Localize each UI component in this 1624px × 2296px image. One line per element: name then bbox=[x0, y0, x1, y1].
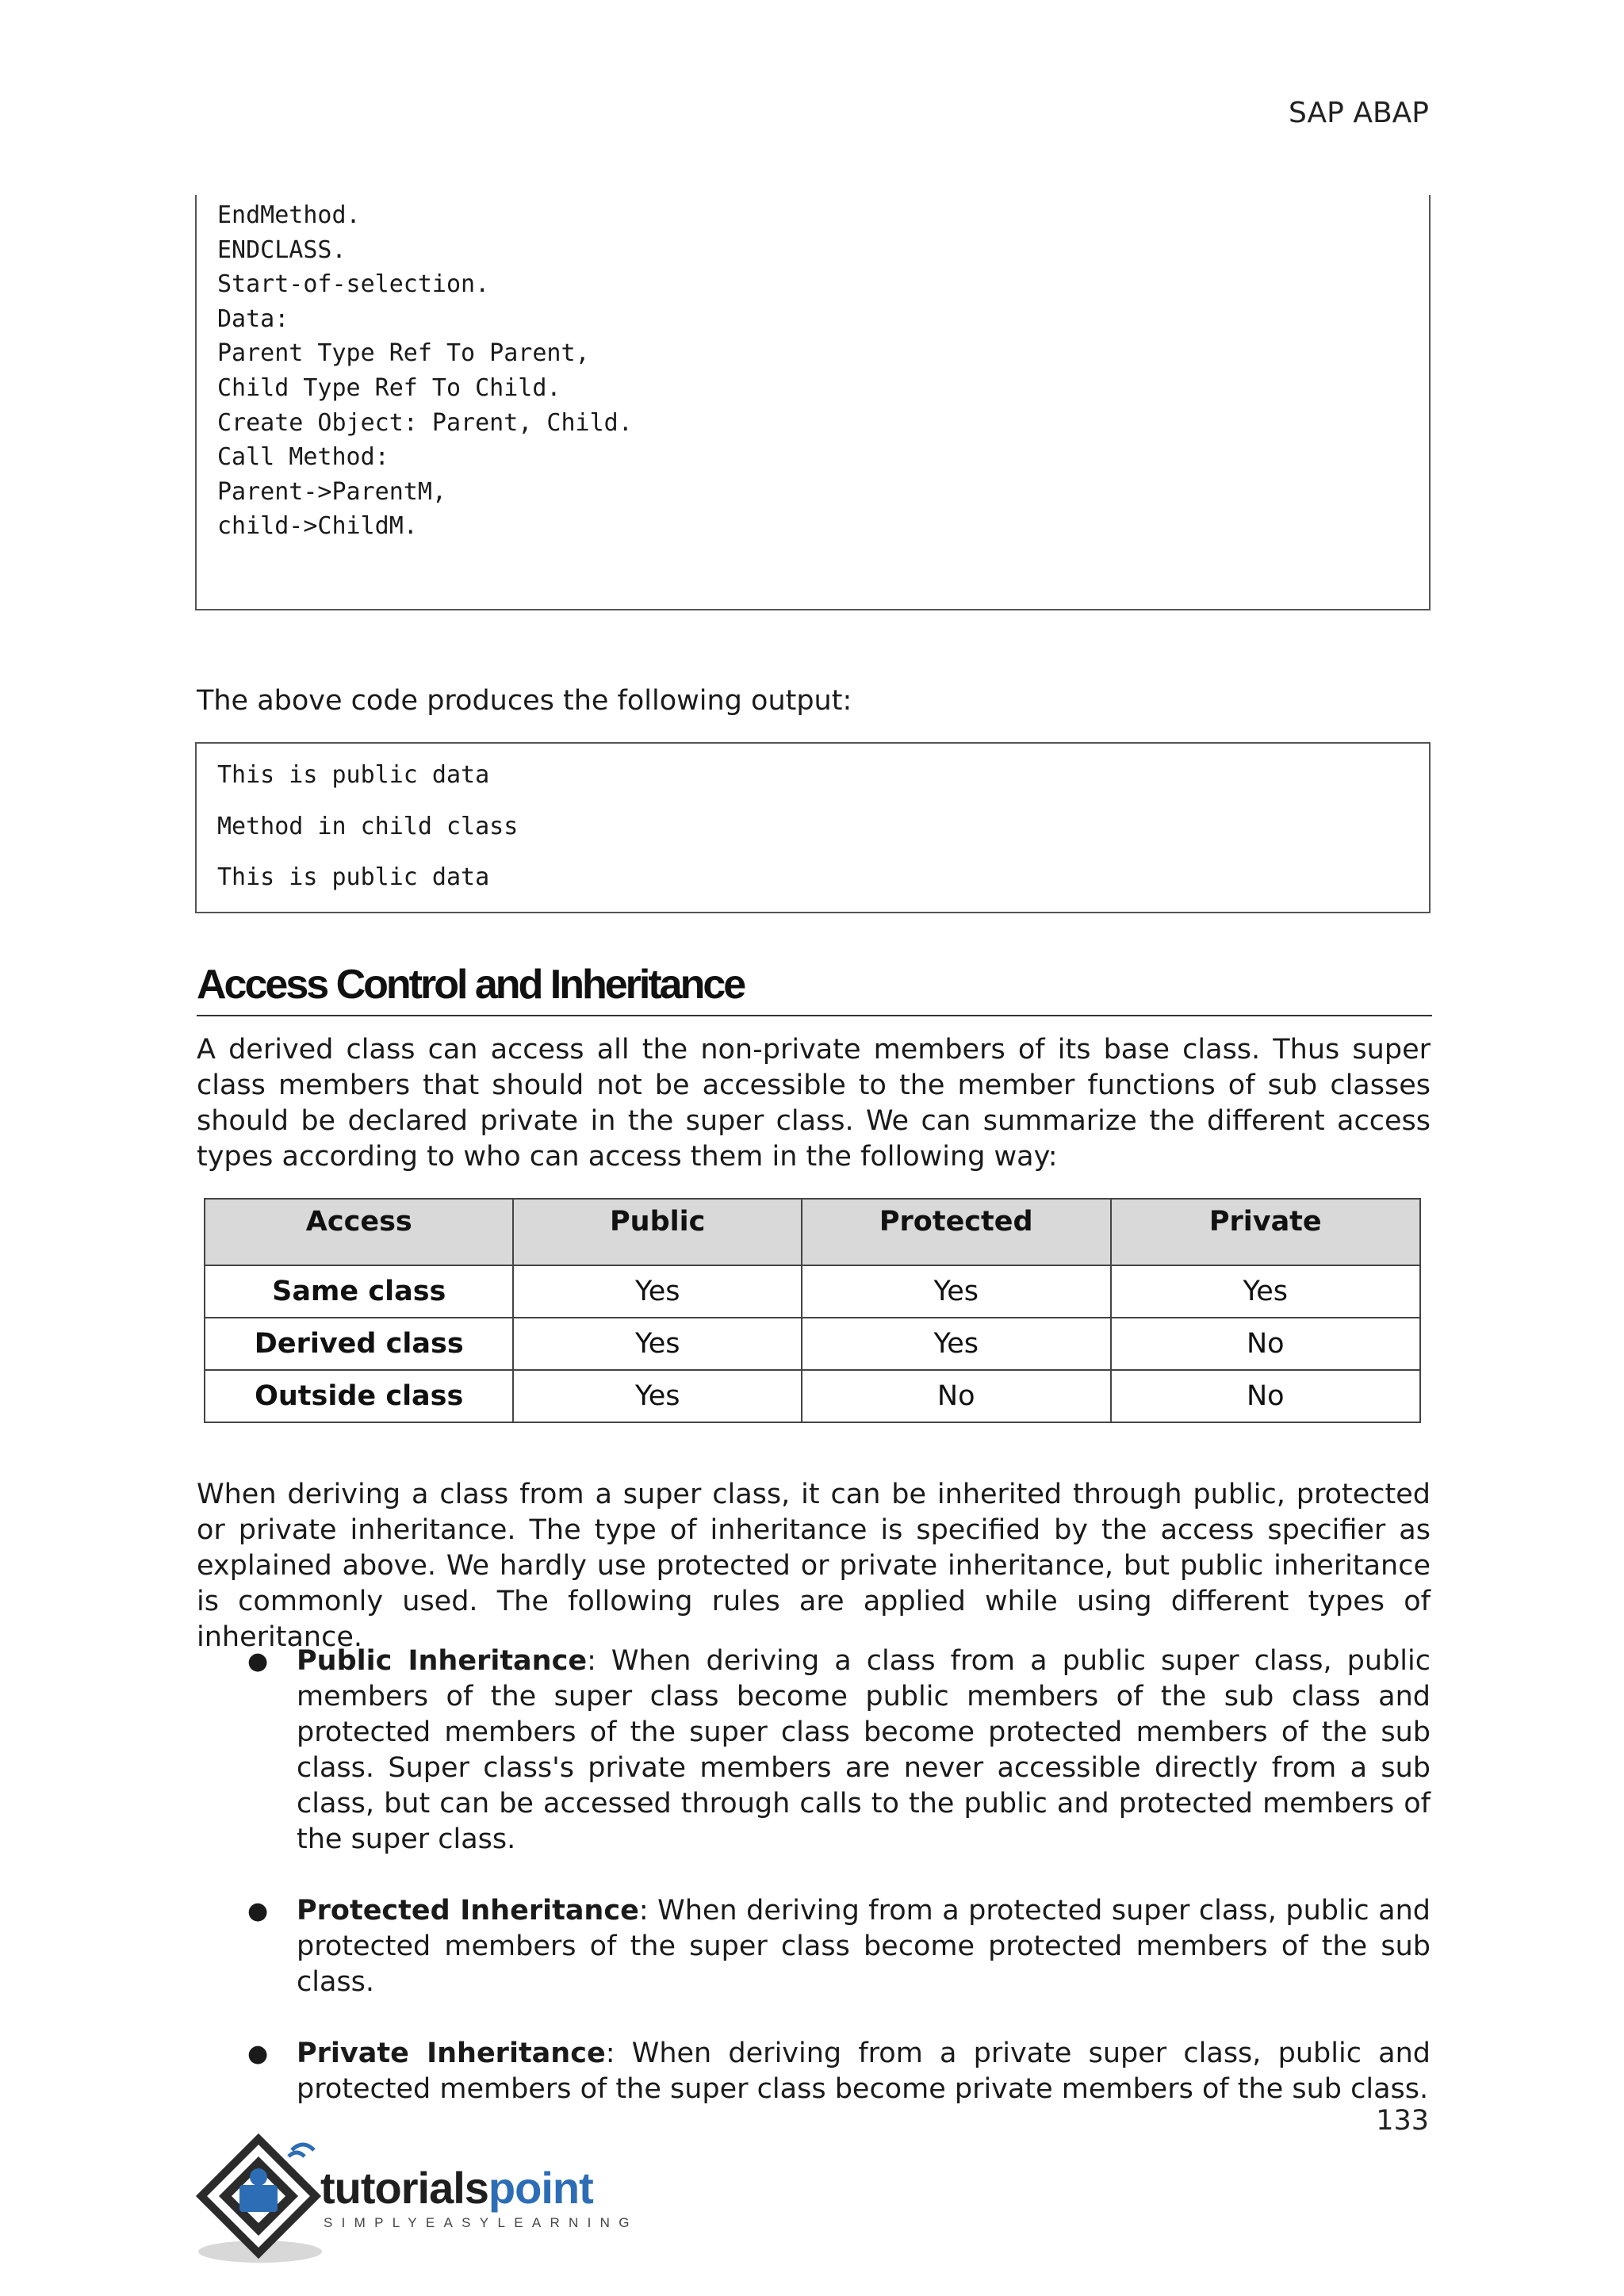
paragraph-access-intro: A derived class can access all the non-private members of its base class. Thus super class members that should not be accessible to the member functions of sub classes should be declared private in the super class. We can summarize the different access types according to who can access them in the following way: bbox=[197, 1034, 1431, 1173]
bullet-icon: ● bbox=[247, 2040, 269, 2068]
table-cell: Yes bbox=[802, 1265, 1111, 1318]
table-cell: No bbox=[1111, 1370, 1420, 1422]
output-line: This is public data bbox=[217, 761, 490, 789]
code-line: Call Method: bbox=[217, 443, 389, 472]
table-header-cell: Protected bbox=[802, 1199, 1111, 1265]
output-line: Method in child class bbox=[217, 812, 519, 840]
tutorialspoint-logo bbox=[195, 2133, 639, 2267]
bullet-icon: ● bbox=[247, 1647, 269, 1675]
page-header-title: SAP ABAP bbox=[1289, 97, 1429, 129]
list-item bbox=[197, 2036, 1431, 2107]
table-cell: No bbox=[802, 1370, 1111, 1422]
bullet-text: : When deriving from a protected super class, public and protected members of the super class become protected members of the sub class. bbox=[297, 1895, 1431, 1998]
table-cell: Yes bbox=[513, 1265, 801, 1318]
section-heading: Access Control and Inheritance bbox=[197, 958, 1432, 1016]
bullet-term: Private Inheritance bbox=[297, 2038, 606, 2069]
output-line: This is public data bbox=[217, 863, 490, 891]
output-intro-text: The above code produces the following output: bbox=[197, 685, 852, 717]
list-item bbox=[197, 1893, 1431, 2000]
code-line: Start-of-selection. bbox=[217, 270, 490, 299]
code-line: ENDCLASS. bbox=[217, 235, 347, 264]
table-header-cell: Public bbox=[513, 1199, 801, 1265]
code-line: Child Type Ref To Child. bbox=[217, 373, 561, 402]
list-item bbox=[197, 1644, 1431, 1858]
code-line: Parent Type Ref To Parent, bbox=[217, 339, 590, 368]
code-line: Create Object: Parent, Child. bbox=[217, 408, 633, 437]
access-table bbox=[204, 1198, 1421, 1423]
table-row bbox=[205, 1318, 1420, 1370]
logo-wordmark: tutorialspoint bbox=[320, 2163, 593, 2213]
code-line: Data: bbox=[217, 304, 289, 333]
table-cell: Yes bbox=[1111, 1265, 1420, 1318]
code-block bbox=[195, 195, 1431, 610]
code-line: EndMethod. bbox=[217, 201, 361, 229]
paragraph-inheritance: When deriving a class from a super class, it can be inherited through public, protected or private inheritance. The type of inheritance is specified by the access specifier as explained above. We hardly use protected or private inheritance, but public inheritance is commonly used. The following rules are applied while using different types of inheritance. bbox=[197, 1479, 1431, 1653]
table-row-label: Outside class bbox=[205, 1370, 513, 1422]
bullet-term: Public Inheritance bbox=[297, 1645, 588, 1677]
bullet-icon: ● bbox=[247, 1897, 269, 1925]
table-header-row bbox=[205, 1199, 1420, 1265]
table-row-label: Same class bbox=[205, 1265, 513, 1318]
logo-tagline: SIMPLYEASYLEARNING bbox=[324, 2215, 638, 2230]
table-cell: No bbox=[1111, 1318, 1420, 1370]
table-row-label: Derived class bbox=[205, 1318, 513, 1370]
table-row bbox=[205, 1370, 1420, 1422]
code-line: child->ChildM. bbox=[217, 512, 418, 541]
table-header-cell: Private bbox=[1111, 1199, 1420, 1265]
table-cell: Yes bbox=[802, 1318, 1111, 1370]
bullet-list bbox=[197, 1644, 1431, 2143]
table-cell: Yes bbox=[513, 1318, 801, 1370]
logo-diamond-icon bbox=[195, 2133, 322, 2267]
table-row bbox=[205, 1265, 1420, 1318]
table-cell: Yes bbox=[513, 1370, 801, 1422]
bullet-term: Protected Inheritance bbox=[297, 1895, 639, 1927]
output-block bbox=[195, 742, 1431, 913]
code-line: Parent->ParentM, bbox=[217, 477, 446, 506]
page-number: 133 bbox=[1376, 2105, 1429, 2137]
table-header-cell: Access bbox=[205, 1199, 513, 1265]
bullet-text: : When deriving from a private super class, public and protected members of the super class become private members of the sub class. bbox=[297, 2038, 1431, 2105]
bullet-text: : When deriving a class from a public super class, public members of the super class become public members of the sub class and protected members of the super class become protected members of the sub class. Super class's private members are never accessible directly from a sub class, but can be accessed through calls to the public and protected members of the super class. bbox=[297, 1645, 1431, 1855]
